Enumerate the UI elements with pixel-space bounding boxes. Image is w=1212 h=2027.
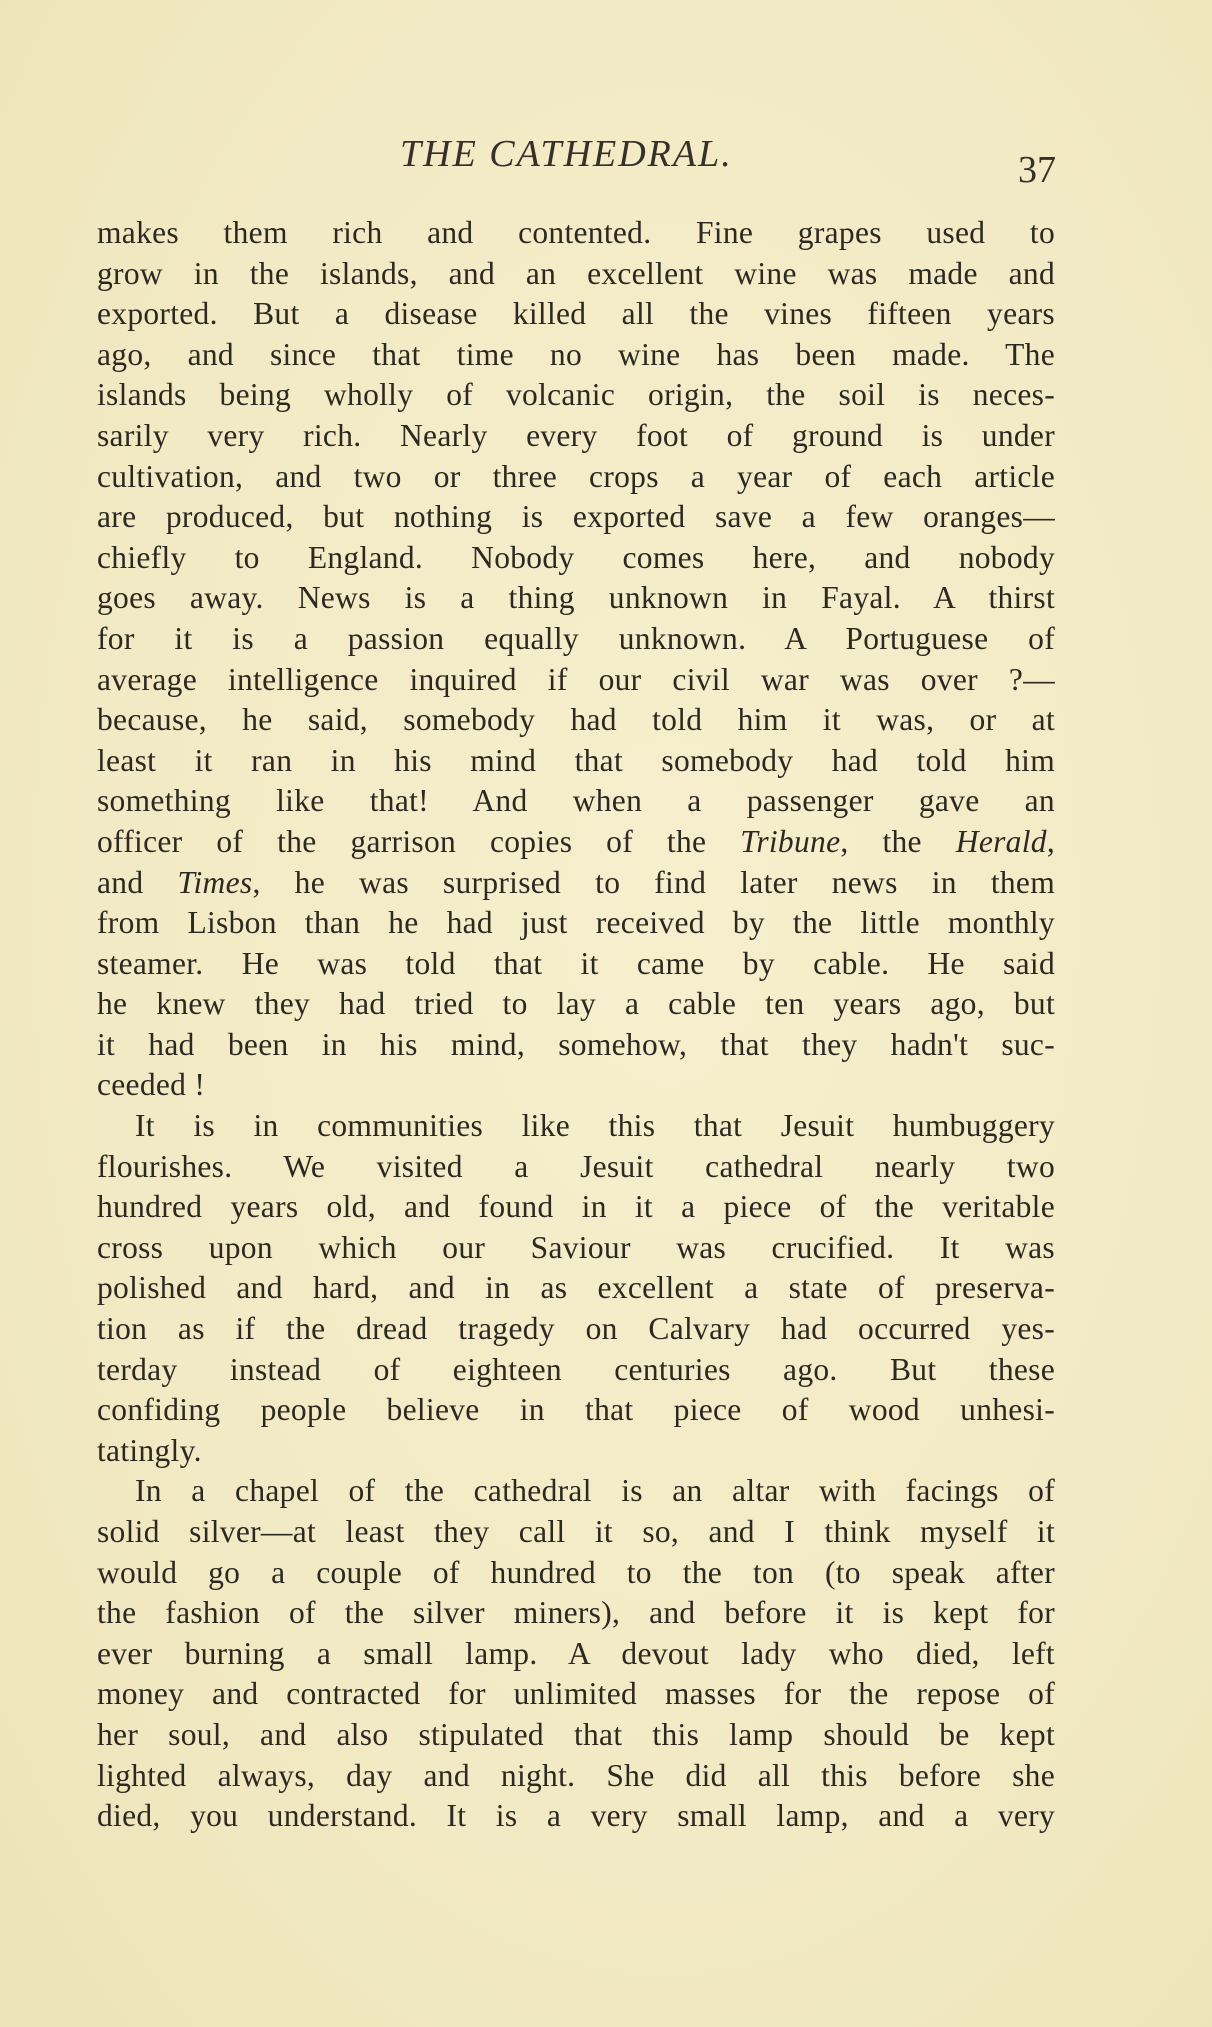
text-line: It is in communities like this that Jesuit humbuggery	[135, 1108, 1055, 1144]
text-line: confiding people believe in that piece of wood unhesi-	[97, 1392, 1055, 1428]
text-line: grow in the islands, and an excellent wine was made and	[97, 255, 1055, 291]
text-line: the fashion of the silver miners), and before it is kept for	[97, 1595, 1055, 1631]
running-head	[0, 132, 1212, 191]
text-line: islands being wholly of volcanic origin, the soil is neces-	[97, 377, 1055, 413]
text-line: cultivation, and two or three crops a year of each article	[97, 458, 1055, 494]
text-line: makes them rich and contented. Fine grapes used to	[97, 215, 1055, 250]
text-line	[97, 863, 1055, 904]
text-line: exported. But a disease killed all the vines fifteen years	[97, 296, 1055, 332]
text-line: sarily very rich. Nearly every foot of ground is under	[97, 417, 1055, 453]
text-line: he knew they had tried to lay a cable ten years ago, but	[97, 986, 1055, 1022]
text-line	[97, 822, 1055, 863]
text-run: , he was surprised to find later news in them	[252, 864, 1056, 900]
text-line: solid silver—at least they call it so, and I think myself it	[97, 1514, 1055, 1549]
text-line: polished and hard, and in as excellent a state of preserva-	[97, 1270, 1055, 1306]
text-line: it had been in his mind, somehow, that they hadn't suc-	[97, 1026, 1055, 1062]
text-run: ,	[1046, 823, 1055, 859]
text-line: from Lisbon than he had just received by the little monthly	[97, 905, 1055, 941]
text-line: flourishes. We visited a Jesuit cathedral nearly two	[97, 1148, 1055, 1184]
page-number: 37	[1018, 149, 1056, 191]
text-line: least it ran in his mind that somebody had told him	[97, 742, 1055, 778]
text-line: because, he said, somebody had told him it was, or at	[97, 702, 1055, 738]
text-line: average intelligence inquired if our civil war was over ?—	[97, 661, 1055, 697]
text-run: officer of the garrison copies of the	[97, 823, 741, 859]
text-line: died, you understand. It is a very small lamp, and a very	[97, 1798, 1055, 1834]
text-run: and	[97, 864, 178, 900]
text-line: are produced, but nothing is exported save a few oranges—	[97, 499, 1055, 535]
text-line: for it is a passion equally unknown. A Portuguese of	[97, 620, 1055, 656]
text-run: , the	[840, 823, 956, 859]
text-line: tion as if the dread tragedy on Calvary had occurred yes-	[97, 1311, 1055, 1347]
text-line: ever burning a small lamp. A devout lady who died, left	[97, 1635, 1055, 1671]
text-line: steamer. He was told that it came by cable. He said	[97, 945, 1055, 981]
text-line: chiefly to England. Nobody comes here, and nobody	[97, 539, 1055, 575]
text-line: In a chapel of the cathedral is an altar with facings of	[135, 1473, 1055, 1509]
text-line: ago, and since that time no wine has been made. The	[97, 336, 1055, 372]
text-line: would go a couple of hundred to the ton (to speak after	[97, 1554, 1055, 1590]
text-line: something like that! And when a passenger gave an	[97, 783, 1055, 819]
text-line: hundred years old, and found in it a piece of the veritable	[97, 1189, 1055, 1225]
text-line: goes away. News is a thing unknown in Fayal. A thirst	[97, 580, 1055, 616]
text-line: her soul, and also stipulated that this lamp should be kept	[97, 1716, 1055, 1752]
text-line: tatingly.	[97, 1432, 202, 1468]
running-title: THE CATHEDRAL.	[400, 133, 733, 175]
newspaper-title: Herald	[955, 823, 1047, 859]
text-line: ceeded !	[97, 1067, 206, 1103]
body-text	[97, 213, 1055, 1837]
newspaper-title: Tribune	[740, 823, 841, 859]
text-line: money and contracted for unlimited masses for the repose of	[97, 1676, 1055, 1712]
newspaper-title: Times	[177, 864, 253, 900]
text-line: cross upon which our Saviour was crucified. It was	[97, 1229, 1055, 1265]
text-line: lighted always, day and night. She did all this before she	[97, 1757, 1055, 1793]
text-line: terday instead of eighteen centuries ago. But these	[97, 1351, 1055, 1387]
